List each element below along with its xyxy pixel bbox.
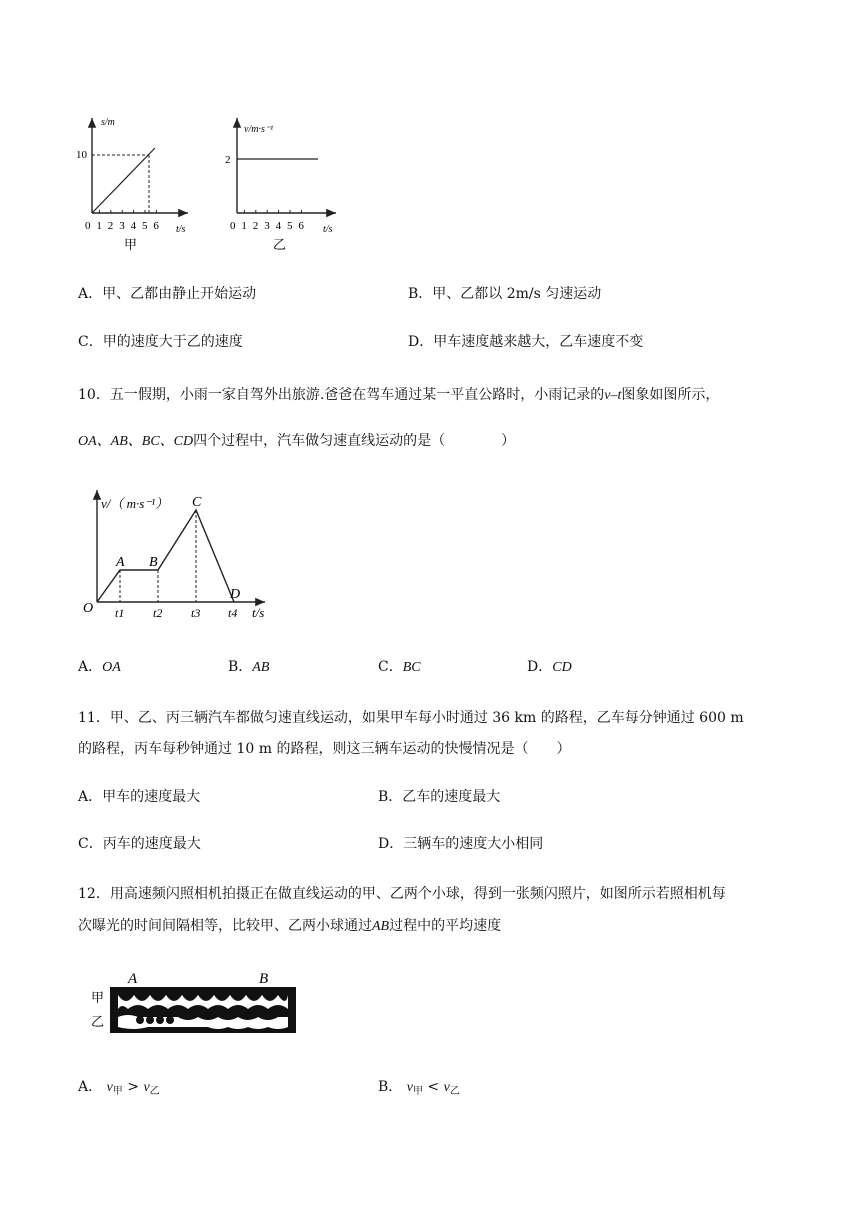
ball-yi-dot bbox=[166, 1016, 174, 1024]
q12-stem-line1: 12．用高速频闪照相机拍摄正在做直线运动的甲、乙两个小球，得到一张频闪照片，如图所示若照相机每 bbox=[78, 886, 726, 902]
point-a-label: A bbox=[116, 555, 125, 570]
x-tick-label: 1 bbox=[241, 220, 247, 232]
q9-graph-yi bbox=[222, 110, 352, 255]
x-tick-label: 0 bbox=[85, 220, 91, 232]
tick-t3: t3 bbox=[191, 606, 201, 620]
q12-stem-line2: 次曝光的时间间隔相等，比较甲、乙两小球通过AB过程中的平均速度 bbox=[78, 918, 502, 934]
q11-stem-line1: 11．甲、乙、丙三辆汽车都做匀速直线运动，如果甲车每小时通过 36 km 的路程，乙车每分钟通过 600 m bbox=[78, 710, 744, 726]
q11-option-d[interactable]: D．三辆车的速度大小相同 bbox=[378, 836, 544, 852]
q12-option-a[interactable]: A． $v_甲 > v_乙$ bbox=[78, 1079, 160, 1097]
x-tick-label: 6 bbox=[153, 220, 159, 232]
y-axis-label: v/（ m·s⁻¹） bbox=[101, 496, 169, 511]
q12-option-b[interactable]: B． $v_甲 < v_乙$ bbox=[378, 1079, 460, 1097]
x-tick-label: 3 bbox=[264, 220, 270, 232]
x-tick-label: 3 bbox=[119, 220, 125, 232]
q11-option-a[interactable]: A．甲车的速度最大 bbox=[78, 789, 201, 805]
x-tick-label: 4 bbox=[130, 220, 137, 232]
q10-option-a[interactable]: A．OA bbox=[78, 659, 121, 675]
y-axis-label: s/m bbox=[101, 117, 115, 128]
x-tick-label: 5 bbox=[142, 220, 148, 232]
origin-label: O bbox=[83, 601, 94, 616]
tick-t2: t2 bbox=[153, 606, 163, 620]
q10-stem-line1: 10．五一假期，小雨一家自驾外出旅游.爸爸在驾车通过某一平直公路时，小雨记录的v–t图象如图所示， bbox=[78, 387, 720, 403]
x-axis-label: t/s bbox=[252, 605, 265, 620]
x-tick-label: 1 bbox=[96, 220, 102, 232]
x-tick-label: 5 bbox=[287, 220, 293, 232]
q10-stem-line2: OA、AB、BC、CD四个过程中，汽车做匀速直线运动的是（ ） bbox=[78, 433, 516, 449]
row-label-yi: 乙 bbox=[91, 1014, 105, 1029]
y-axis-label: v/m·s⁻¹ bbox=[244, 124, 274, 135]
x-tick-label: 2 bbox=[252, 220, 259, 232]
point-d-label: D bbox=[230, 587, 241, 602]
q12-strobe-photo bbox=[88, 965, 303, 1037]
x-tick-label: 2 bbox=[107, 220, 114, 232]
q11-option-b[interactable]: B．乙车的速度最大 bbox=[378, 789, 501, 805]
ball-yi-dot bbox=[156, 1016, 164, 1024]
q10-option-b[interactable]: B．AB bbox=[228, 659, 270, 675]
q9-graph-jia bbox=[75, 110, 200, 255]
tick-t1: t1 bbox=[115, 606, 125, 620]
caption: 甲 bbox=[124, 237, 138, 252]
x-tick-label: 4 bbox=[275, 220, 282, 232]
q11-stem-line2: 的路程，丙车每秒钟通过 10 m 的路程，则这三辆车运动的快慢情况是（ ） bbox=[78, 741, 571, 757]
label-a: A bbox=[128, 971, 138, 987]
q11-option-c[interactable]: C．丙车的速度最大 bbox=[78, 836, 201, 852]
point-c-label: C bbox=[192, 495, 202, 510]
y-tick-label: 10 bbox=[76, 149, 87, 161]
q9-option-c[interactable]: C．甲的速度大于乙的速度 bbox=[78, 334, 243, 350]
x-axis-label: t/s bbox=[176, 224, 186, 235]
x-axis-label: t/s bbox=[323, 224, 333, 235]
x-tick-label: 6 bbox=[298, 220, 304, 232]
caption: 乙 bbox=[273, 237, 287, 252]
q9-option-b[interactable]: B．甲、乙都以 2m/s 匀速运动 bbox=[408, 286, 602, 302]
ball-yi-dot bbox=[146, 1016, 154, 1024]
q9-option-d[interactable]: D．甲车速度越来越大，乙车速度不变 bbox=[408, 334, 644, 350]
tick-t4: t4 bbox=[228, 606, 238, 620]
row-label-jia: 甲 bbox=[91, 990, 105, 1005]
label-b: B bbox=[259, 971, 269, 987]
point-b-label: B bbox=[149, 555, 158, 570]
distance-line bbox=[92, 148, 155, 213]
x-tick-label: 0 bbox=[230, 220, 236, 232]
q9-option-a[interactable]: A．甲、乙都由静止开始运动 bbox=[78, 286, 257, 302]
ball-yi-dot bbox=[136, 1016, 144, 1024]
q10-option-d[interactable]: D．CD bbox=[527, 659, 572, 675]
q10-option-c[interactable]: C．BC bbox=[378, 659, 421, 675]
q10-vt-graph bbox=[75, 484, 290, 624]
y-tick-label: 2 bbox=[225, 154, 231, 166]
